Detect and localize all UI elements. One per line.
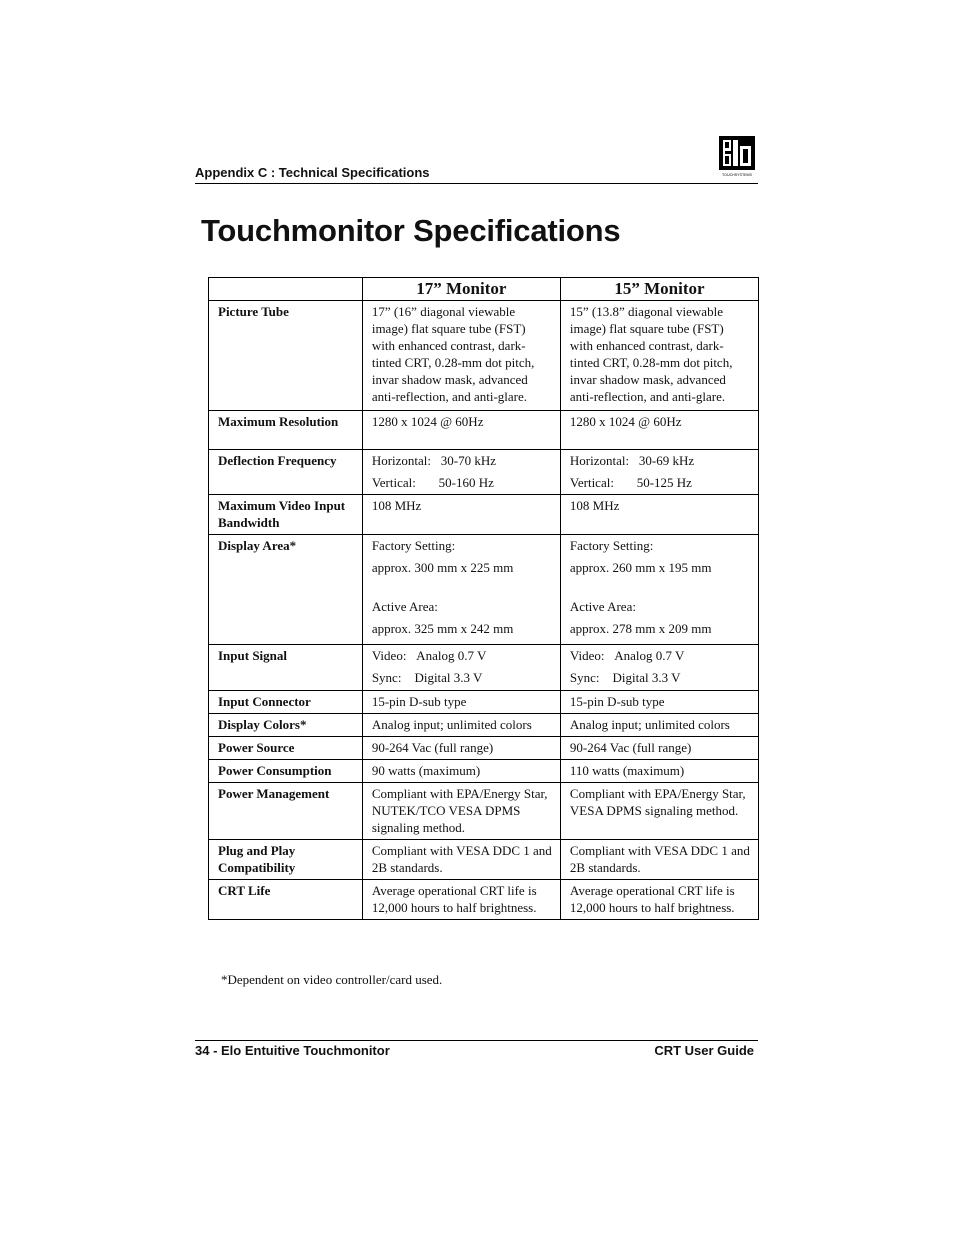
cell-text: approx. 260 mm x 195 mm	[569, 560, 712, 575]
row-label: Maximum Video Input Bandwidth	[209, 495, 363, 535]
table-row	[209, 495, 759, 535]
cell-15: Compliant with VESA DDC 1 and 2B standards.	[560, 840, 758, 880]
cell-15	[560, 301, 758, 411]
cell-text: Vertical: 50-125 Hz	[569, 475, 692, 490]
logo-subtext: TOUCHSYSTEMS	[722, 173, 752, 177]
cell-text: approx. 300 mm x 225 mm	[371, 560, 514, 575]
table-row	[209, 450, 759, 495]
row-label: Power Consumption	[209, 760, 363, 783]
cell-text: Factory Setting:	[371, 538, 456, 553]
table-row	[209, 645, 759, 691]
table-row	[209, 840, 759, 880]
cell-text: approx. 325 mm x 242 mm	[371, 621, 514, 636]
cell-17	[362, 535, 560, 645]
cell-15: Compliant with EPA/Energy Star, VESA DPMS signaling method.	[560, 783, 758, 840]
cell-text: Horizontal: 30-69 kHz	[569, 453, 695, 468]
table-row	[209, 411, 759, 450]
cell-17: 90-264 Vac (full range)	[362, 737, 560, 760]
cell-text: Factory Setting:	[569, 538, 654, 553]
table-row	[209, 880, 759, 920]
row-label: Input Connector	[209, 691, 363, 714]
cell-15: Analog input; unlimited colors	[560, 714, 758, 737]
table-row	[209, 737, 759, 760]
page-title: Touchmonitor Specifications	[201, 213, 621, 248]
cell-17: Average operational CRT life is 12,000 hours to half brightness.	[362, 880, 560, 920]
cell-17: 90 watts (maximum)	[362, 760, 560, 783]
header-empty-cell	[209, 278, 363, 301]
cell-15: 90-264 Vac (full range)	[560, 737, 758, 760]
cell-text: 15” (13.8” diagonal viewable image) flat square tube (FST) with enhanced contrast, dark-tinted CRT, 0.28-mm dot pitch, invar shadow mask, advanced anti-reflection, and anti-glare.	[569, 304, 733, 404]
cell-15: Average operational CRT life is 12,000 hours to half brightness.	[560, 880, 758, 920]
cell-15	[560, 535, 758, 645]
cell-15: 108 MHz	[560, 495, 758, 535]
row-label: Deflection Frequency	[209, 450, 363, 495]
cell-17: 15-pin D-sub type	[362, 691, 560, 714]
table-row	[209, 691, 759, 714]
footer-page-label: 34 - Elo Entuitive Touchmonitor	[195, 1043, 390, 1058]
cell-text: Horizontal: 30-70 kHz	[371, 453, 497, 468]
table-row	[209, 301, 759, 411]
page-footer	[195, 1040, 758, 1059]
cell-15: 1280 x 1024 @ 60Hz	[560, 411, 758, 450]
cell-17	[362, 301, 560, 411]
cell-17: 108 MHz	[362, 495, 560, 535]
cell-text: Active Area:	[569, 599, 636, 614]
cell-text: approx. 278 mm x 209 mm	[569, 621, 712, 636]
row-label: Picture Tube	[209, 301, 363, 411]
footnote: *Dependent on video controller/card used.	[221, 972, 443, 987]
table-row	[209, 535, 759, 645]
cell-17	[362, 645, 560, 691]
cell-text: Vertical: 50-160 Hz	[371, 475, 494, 490]
cell-text: Video: Analog 0.7 V	[569, 648, 685, 663]
table-row	[209, 783, 759, 840]
specifications-table	[208, 277, 759, 920]
row-label: Plug and Play Compatibility	[209, 840, 363, 880]
cell-17: 1280 x 1024 @ 60Hz	[362, 411, 560, 450]
footer-guide-title: CRT User Guide	[654, 1043, 754, 1058]
cell-17: Analog input; unlimited colors	[362, 714, 560, 737]
table-row	[209, 714, 759, 737]
cell-17	[362, 450, 560, 495]
cell-17: Compliant with VESA DDC 1 and 2B standards.	[362, 840, 560, 880]
row-label: Input Signal	[209, 645, 363, 691]
cell-15: 15-pin D-sub type	[560, 691, 758, 714]
cell-17: Compliant with EPA/Energy Star, NUTEK/TCO VESA DPMS signaling method.	[362, 783, 560, 840]
cell-text: 17” (16” diagonal viewable image) flat square tube (FST) with enhanced contrast, dark-tinted CRT, 0.28-mm dot pitch, invar shadow mask, advanced anti-reflection, and anti-glare.	[371, 304, 535, 404]
page-header	[195, 134, 758, 184]
row-label: Power Source	[209, 737, 363, 760]
row-label: Power Management	[209, 783, 363, 840]
cell-text: Sync: Digital 3.3 V	[569, 670, 681, 685]
header-15-monitor: 15” Monitor	[560, 278, 758, 301]
cell-text: Sync: Digital 3.3 V	[371, 670, 483, 685]
row-label: Display Colors*	[209, 714, 363, 737]
cell-15	[560, 645, 758, 691]
header-17-monitor: 17” Monitor	[362, 278, 560, 301]
row-label: Maximum Resolution	[209, 411, 363, 450]
cell-text: Video: Analog 0.7 V	[371, 648, 487, 663]
table-header-row	[209, 278, 759, 301]
cell-text: Active Area:	[371, 599, 438, 614]
cell-15: 110 watts (maximum)	[560, 760, 758, 783]
elo-logo-icon	[718, 134, 756, 178]
row-label: Display Area*	[209, 535, 363, 645]
cell-15	[560, 450, 758, 495]
header-title: Appendix C : Technical Specifications	[195, 165, 430, 180]
row-label: CRT Life	[209, 880, 363, 920]
table-row	[209, 760, 759, 783]
